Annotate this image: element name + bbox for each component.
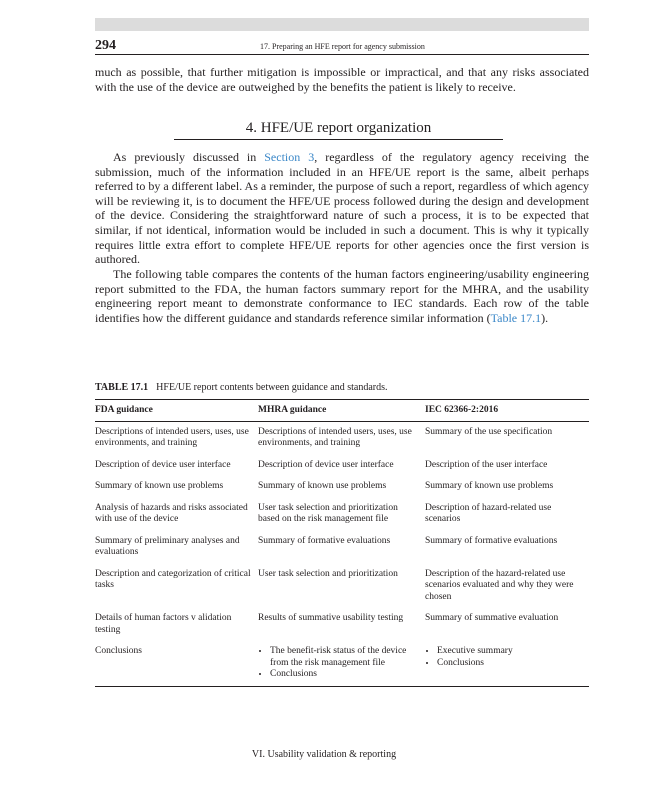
comparison-table xyxy=(95,399,589,687)
bullet-item: • Conclusions xyxy=(270,669,421,681)
table-cell: Summary of formative evaluations xyxy=(258,535,391,546)
section-3-link[interactable]: Section 3 xyxy=(264,150,315,164)
table-cell: Description of device user interface xyxy=(258,459,394,470)
section-title: 4. HFE/UE report organization xyxy=(174,120,503,140)
table-caption-text: HFE/UE report contents between guidance and standards. xyxy=(156,382,388,393)
paragraph-3-text-b: ). xyxy=(541,310,549,325)
header-fda: FDA guidance xyxy=(95,400,258,422)
table-cell: Summary of known use problems xyxy=(258,481,387,491)
running-title: 17. Preparing an HFE report for agency submission xyxy=(260,42,425,51)
bullet-list xyxy=(258,646,421,681)
table-cell: Descriptions of intended users, uses, use environments, and training xyxy=(95,426,249,448)
table-header-row xyxy=(95,400,589,422)
table-cell: Conclusions xyxy=(95,641,258,686)
table-cell: User task selection and prioritization xyxy=(258,568,398,579)
table-cell: Description of device user interface xyxy=(95,459,231,470)
table-cell: Description of the hazard-related use scenarios evaluated and why they were chosen xyxy=(425,568,574,602)
header-iec: IEC 62366-2:2016 xyxy=(425,400,589,422)
header-bar xyxy=(95,18,589,31)
bullet-list xyxy=(425,646,585,669)
paragraph-2-text-b: , regardless of the regulatory agency receiving the submission, much of the information included in an HFE/UE report is the same, albeit perhaps referred to by a different label. As a reminder, the purpose of such a report, regardless of which agency will be reviewing it, is to document the HFE/UE process followed during the design and development of the device. Considering the straightforward nature of such a process, it is to be expected that similar, if not identical, information would be included in such a document. This is why it typically requires little extra effort to complete HFE/UE reports for other agencies once the first version is authored. xyxy=(95,150,589,267)
table-cell-bullets xyxy=(425,641,589,686)
table-17-1-link[interactable]: Table 17.1 xyxy=(490,310,542,325)
bullet-item: • The benefit-risk status of the device from the risk management file xyxy=(270,646,421,669)
paragraph-3-text-a: The following table compares the contents of the human factors engineering/usability engineering report submitted to the FDA, the human factors summary report for the MHRA, and the usability engineering report meant to demonstrate conformance to IEC standards. Each row of the table identifies how the different guidance and standards reference similar information ( xyxy=(95,267,589,325)
table-cell: Analysis of hazards and risks associated with use of the device xyxy=(95,502,248,524)
table-cell: Summary of summative evaluation xyxy=(425,613,559,623)
table-cell: Results of summative usability testing xyxy=(258,613,404,623)
table-cell: Details of human factors v alidation testing xyxy=(95,613,232,635)
table-cell: Summary of known use problems xyxy=(425,481,554,491)
table-cell: Description of hazard-related use scenarios xyxy=(425,502,552,524)
table-cell: Summary of known use problems xyxy=(95,481,224,491)
table-caption xyxy=(95,382,388,393)
bullet-item: • Conclusions xyxy=(437,658,585,670)
paragraph-2-text-a: As previously discussed in xyxy=(113,150,265,164)
table-row xyxy=(95,564,589,609)
table-cell: User task selection and prioritization based on the risk management file xyxy=(258,502,398,524)
table-row xyxy=(95,455,589,477)
table-row xyxy=(95,531,589,564)
table-row xyxy=(95,498,589,531)
table-row xyxy=(95,476,589,498)
table-cell: Description of the user interface xyxy=(425,459,548,470)
table-cell: Description and categorization of critical tasks xyxy=(95,568,251,590)
paragraph-2 xyxy=(95,150,589,267)
table-cell: Summary of formative evaluations xyxy=(425,535,558,546)
page-footer: VI. Usability validation & reporting xyxy=(251,749,397,760)
table-cell: Descriptions of intended users, uses, use environments, and training xyxy=(258,426,412,448)
table-row xyxy=(95,421,589,455)
header-rule xyxy=(95,54,589,55)
paragraph-3 xyxy=(95,267,589,325)
table-row-conclusions xyxy=(95,641,589,686)
page-number: 294 xyxy=(95,38,116,53)
table-cell: Summary of the use specification xyxy=(425,426,553,437)
table-cell: Summary of preliminary analyses and evaluations xyxy=(95,535,240,557)
bullet-item: • Executive summary xyxy=(437,646,585,658)
intro-paragraph: much as possible, that further mitigation is impossible or impractical, and that any risks associated with the use of the device are outweighed by the benefits the patient is likely to receive. xyxy=(95,65,589,94)
header-mhra: MHRA guidance xyxy=(258,400,425,422)
table-caption-label: TABLE 17.1 xyxy=(95,382,149,393)
table-cell-bullets xyxy=(258,641,425,686)
table-row xyxy=(95,608,589,641)
